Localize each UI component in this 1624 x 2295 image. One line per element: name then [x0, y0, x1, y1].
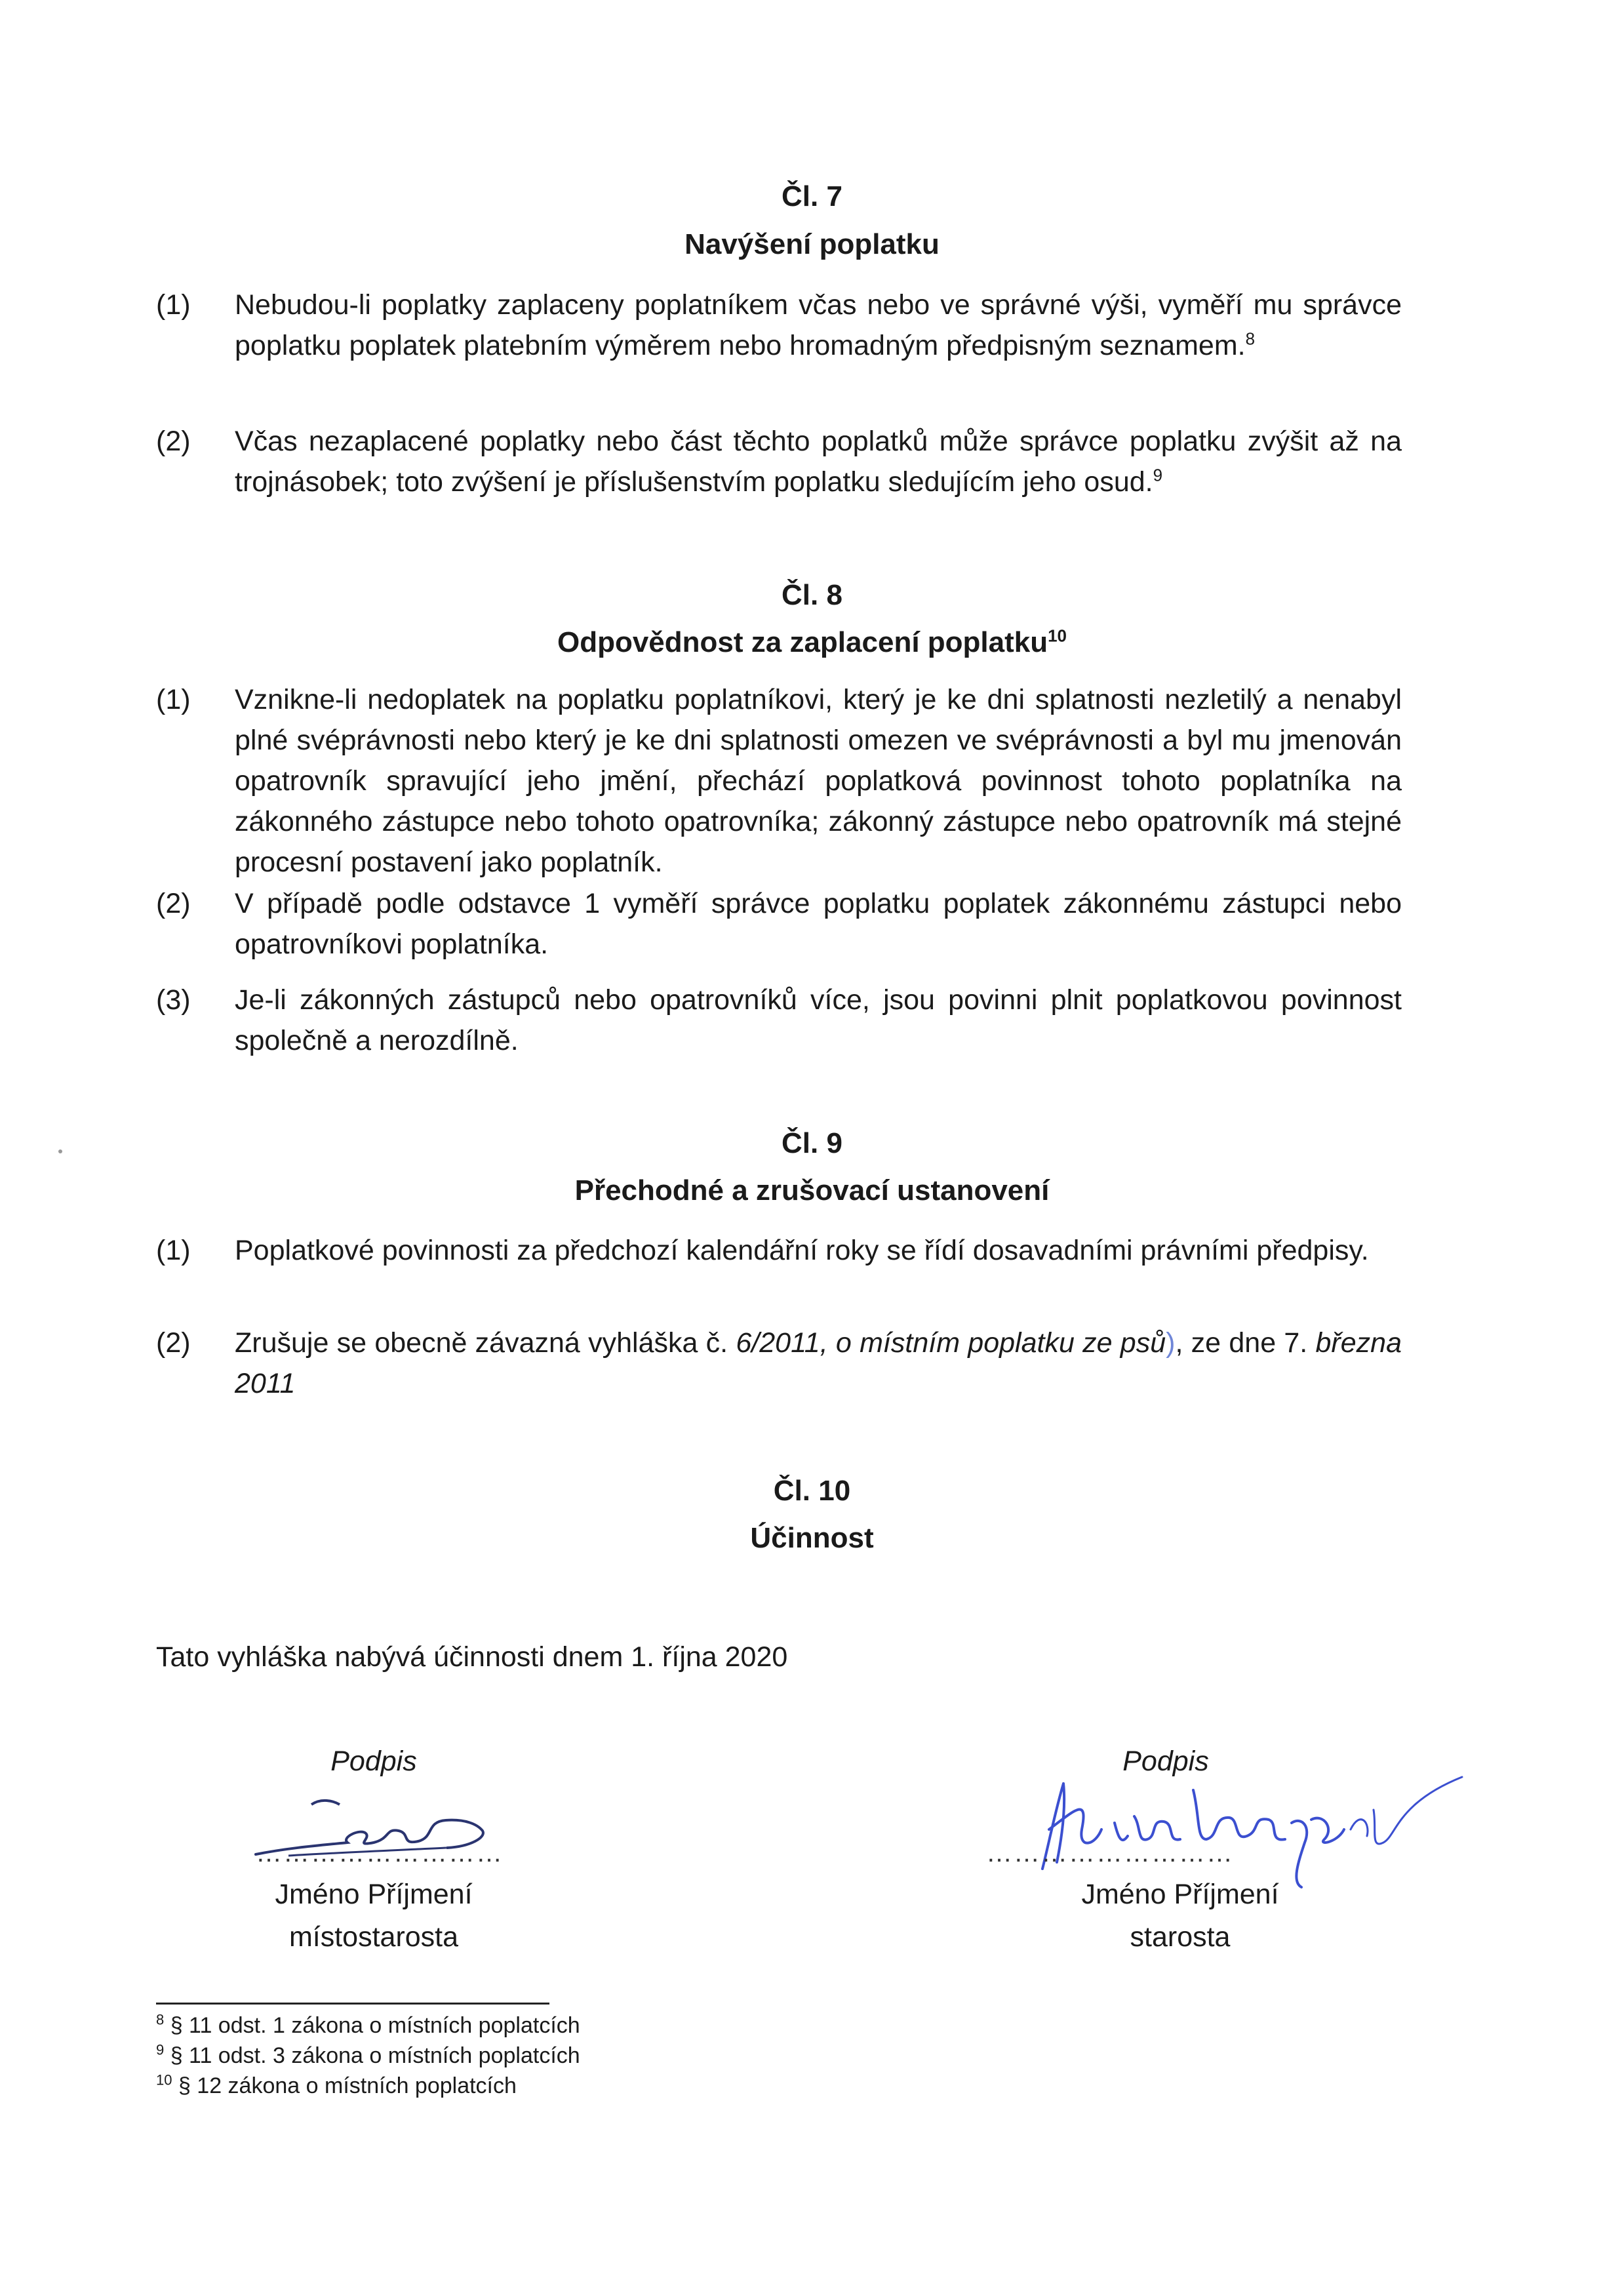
- article-10-title: Účinnost: [750, 1522, 874, 1554]
- paragraph-text: Nebudou-li poplatky zaplaceny poplatníkem včas nebo ve správné výši, vyměří mu správce poplatku poplatek platebním výměrem nebo hromadným předpisným seznamem.$^8$: [235, 289, 1402, 361]
- paren-mark: ): [1166, 1327, 1176, 1359]
- repealed-regulation-title: 6/2011, o místním poplatku ze psů: [736, 1327, 1166, 1359]
- signature-label-right: Podpis: [1122, 1746, 1209, 1777]
- footnote-ref: 10: [1048, 626, 1067, 646]
- article-10-number: Čl. 10: [773, 1475, 851, 1507]
- paragraph-text: Zrušuje se obecně závazná vyhláška č. 6/2011, o místním poplatku ze psů), ze dne 7. března 2011: [235, 1327, 1402, 1399]
- signatory-role-left: místostarosta: [288, 1921, 459, 1953]
- paragraph-text: Včas nezaplacené poplatky nebo část těchto poplatků může správce poplatku zvýšit až na trojnásobek; toto zvýšení je příslušenstvím poplatku sledujícím jeho osud.$^9$: [235, 426, 1402, 498]
- signatory-name-left: Jméno Příjmení: [275, 1879, 473, 1910]
- article-8-title: Odpovědnost za zaplacení poplatku$^{10}$: [557, 626, 1067, 658]
- footnote-divider: [156, 2003, 549, 2005]
- paragraph-number: (2): [156, 888, 191, 919]
- paragraph-number: (2): [156, 426, 191, 457]
- paragraph-number: (3): [156, 984, 191, 1016]
- paragraph-number: (2): [156, 1327, 191, 1359]
- article-7-paragraph-2: [156, 421, 1402, 502]
- signatory-role-right: starosta: [1130, 1921, 1231, 1953]
- paragraph-text: Je-li zákonných zástupců nebo opatrovníků více, jsou povinni plnit poplatkovou povinnost společně a nerozdílně.: [235, 984, 1402, 1056]
- article-8-paragraph-3: [156, 980, 1402, 1061]
- footnote-ref: 8: [1245, 329, 1256, 349]
- article-7-paragraph-1: [156, 285, 1402, 366]
- article-9-paragraph-1: [156, 1230, 1402, 1271]
- footnote-ref: 9: [1153, 465, 1163, 485]
- footnote-9: $^9$ § 11 odst. 3 zákona o místních poplatcích: [156, 2041, 580, 2068]
- article-8-number: Čl. 8: [782, 579, 842, 611]
- article-8-paragraph-1: [156, 679, 1402, 883]
- signatory-name-right: Jméno Příjmení: [1081, 1879, 1279, 1910]
- paragraph-number: (1): [156, 289, 191, 321]
- signature-line-left: ………………………: [256, 1839, 504, 1867]
- article-9-paragraph-2: [156, 1323, 1402, 1404]
- paragraph-number: (1): [156, 1235, 191, 1266]
- effect-statement: Tato vyhláška nabývá účinnosti dnem 1. října 2020: [156, 1641, 788, 1673]
- scan-speck: [56, 1148, 64, 1155]
- article-9-title: Přechodné a zrušovací ustanovení: [574, 1174, 1050, 1207]
- footnote-10: $^{10}$ § 12 zákona o místních poplatcích: [156, 2071, 517, 2098]
- signature-label-left: Podpis: [330, 1746, 417, 1777]
- paragraph-number: (1): [156, 684, 191, 715]
- paragraph-text: V případě podle odstavce 1 vyměří správce poplatku poplatek zákonnému zástupci nebo opatrovníkovi poplatníka.: [235, 888, 1402, 960]
- paragraph-text: Poplatkové povinnosti za předchozí kalendářní roky se řídí dosavadními právními předpisy.: [235, 1235, 1369, 1266]
- paragraph-text: Vznikne-li nedoplatek na poplatku poplatníkovi, který je ke dni splatnosti nezletilý a nenabyl plné svéprávnosti nebo který je ke dni splatnosti omezen ve svéprávnosti a byl mu jmenován opatrovník spravující jeho jmění, přechází poplatková povinnost tohoto poplatníka na zákonného zástupce nebo tohoto opatrovníka; zákonný zástupce nebo opatrovník má stejné procesní postavení jako poplatník.: [235, 684, 1402, 878]
- signature-line-right: ………………………: [986, 1839, 1234, 1867]
- article-7-title: Navýšení poplatku: [684, 228, 940, 260]
- article-9-number: Čl. 9: [782, 1127, 842, 1159]
- footnote-8: $^8$ § 11 odst. 1 zákona o místních poplatcích: [156, 2011, 580, 2038]
- article-8-paragraph-2: [156, 883, 1402, 965]
- article-7-number: Čl. 7: [782, 180, 842, 212]
- repealed-regulation-date: března 2011: [235, 1327, 1402, 1399]
